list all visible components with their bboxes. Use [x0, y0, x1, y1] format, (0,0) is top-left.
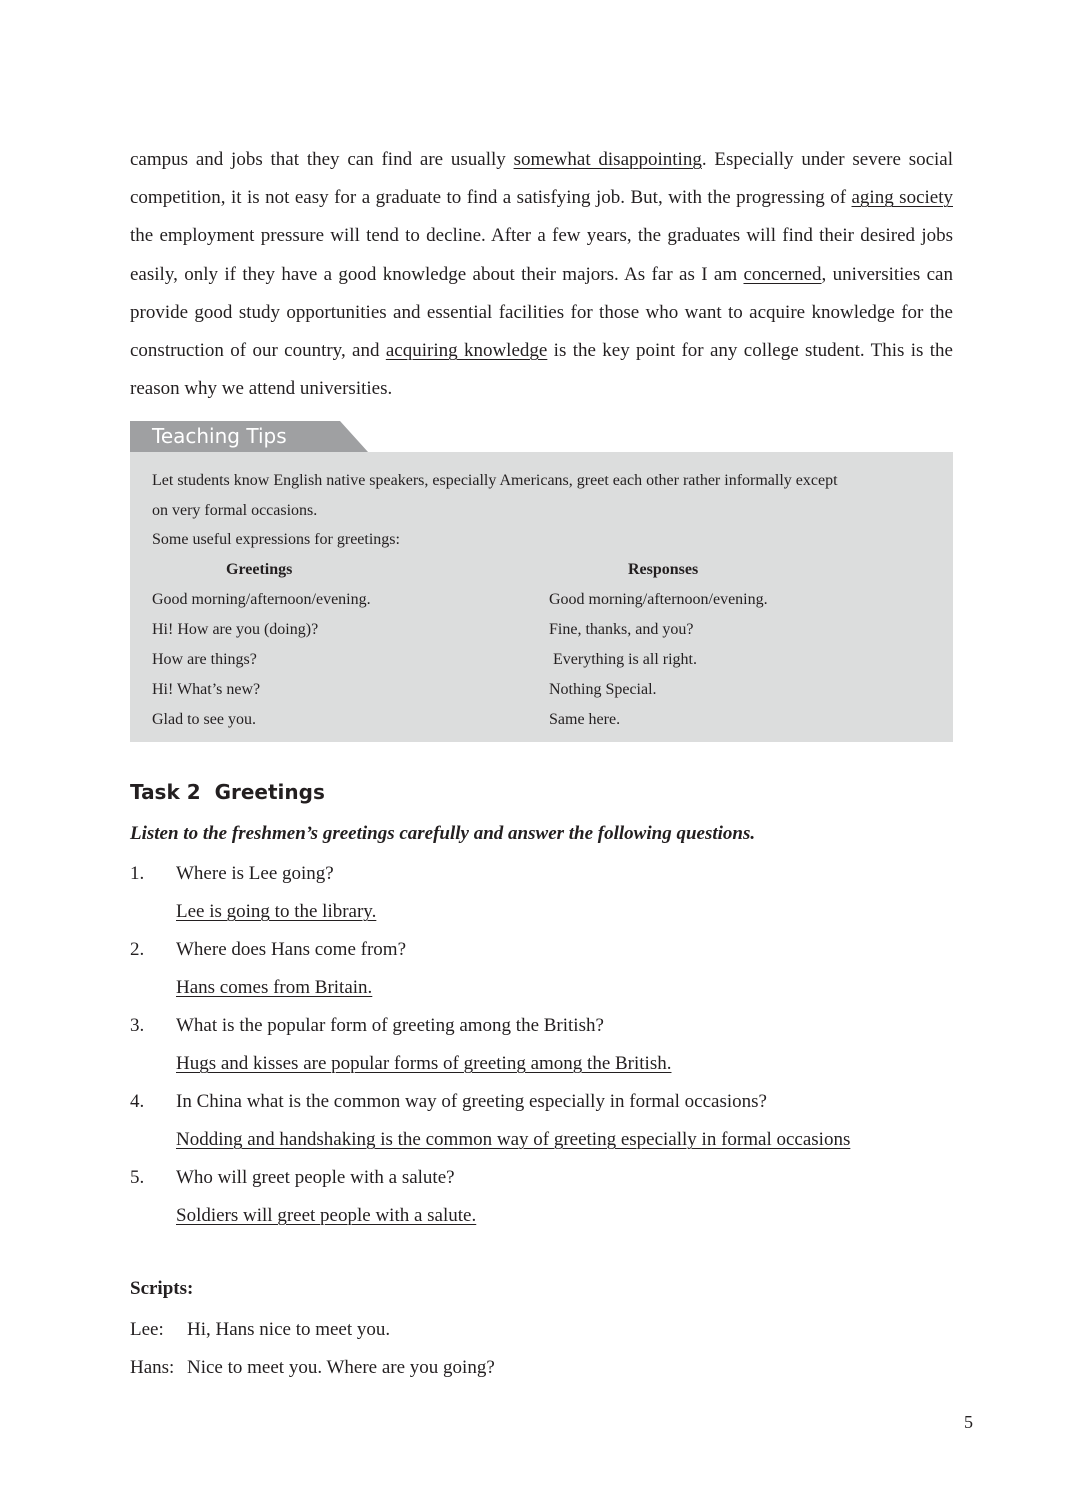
tips-intro: Some useful expressions for greetings: — [152, 531, 400, 548]
paragraph-text: is the key point for any college student. This is the reason why we attend universities. — [130, 340, 953, 400]
greeting-item: Hi! What’s new? — [152, 681, 261, 698]
response-item: Nothing Special. — [549, 681, 657, 698]
greeting-item: How are things? — [152, 651, 257, 668]
question-text: Who will greet people with a salute? — [176, 1167, 455, 1188]
question-text: In China what is the common way of greeting especially in formal occasions? — [176, 1091, 767, 1112]
underlined-phrase: somewhat disappointing — [513, 149, 702, 170]
task-instruction: Listen to the freshmen’s greetings carefully and answer the following questions. — [130, 823, 756, 844]
answer-text: Hans comes from Britain. — [176, 977, 373, 998]
greetings-table — [152, 555, 931, 735]
question-text: Where is Lee going? — [176, 863, 334, 884]
dialogue-text: Nice to meet you. Where are you going? — [187, 1357, 495, 1378]
greetings-column — [152, 555, 549, 735]
dialogue-line — [130, 1311, 495, 1349]
greeting-item: Good morning/afternoon/evening. — [152, 591, 371, 608]
paragraph-text: campus and jobs that they can find are usually — [130, 149, 514, 170]
teaching-tips-box — [130, 452, 953, 742]
response-item: Fine, thanks, and you? — [549, 621, 694, 638]
responses-column — [549, 555, 929, 735]
speaker-name: Lee: — [130, 1319, 164, 1340]
greeting-item: Hi! How are you (doing)? — [152, 621, 319, 638]
answer-text: Lee is going to the library. — [176, 901, 377, 922]
tips-intro: on very formal occasions. — [152, 501, 318, 519]
question-number: 5. — [130, 1167, 145, 1188]
tips-intro: Let students know English native speakers, especially Americans, greet each other rather informally except — [152, 472, 838, 489]
dialogue-text: Hi, Hans nice to meet you. — [187, 1319, 391, 1340]
responses-header: Responses — [628, 561, 699, 578]
speaker-name: Hans: — [130, 1357, 175, 1378]
answer-text: Nodding and handshaking is the common way of greeting especially in formal occasions — [176, 1129, 851, 1150]
paragraph-text: the employment pressure will tend to decline. After a few years, the graduates will find their desired jobs easily, only if they have a good knowledge about their majors. As far as I am — [130, 225, 953, 285]
question-text: Where does Hans come from? — [176, 939, 407, 960]
scripts-heading: Scripts: — [130, 1278, 194, 1299]
task-title: Task 2 Greetings — [130, 780, 325, 804]
question-item — [130, 855, 953, 893]
response-item: Same here. — [549, 711, 621, 728]
greetings-header: Greetings — [226, 561, 293, 578]
answer-text: Hugs and kisses are popular forms of greeting among the British. — [176, 1053, 672, 1074]
question-number: 4. — [130, 1091, 145, 1112]
paragraph-text: . Especially under severe social competition, it is not easy for a graduate to find a satisfying job. But, with the progressing of — [130, 149, 954, 209]
scripts-dialogue — [130, 1311, 495, 1387]
body-paragraph — [130, 141, 953, 408]
question-number: 3. — [130, 1015, 145, 1036]
underlined-phrase: acquiring knowledge — [385, 340, 548, 362]
question-item — [130, 1159, 953, 1197]
question-item — [130, 1083, 953, 1121]
answer-text: Soldiers will greet people with a salute. — [176, 1205, 477, 1226]
response-item: Everything is all right. — [549, 651, 697, 668]
question-number: 1. — [130, 863, 145, 884]
question-item — [130, 1007, 953, 1045]
underlined-phrase: concerned — [743, 263, 822, 285]
dialogue-line — [130, 1349, 495, 1387]
greeting-item: Glad to see you. — [152, 711, 256, 728]
question-list — [130, 855, 953, 1235]
paragraph-text: , universities can provide good study opportunities and essential facilities for those who want to acquire knowledge for the construction of our country, and — [130, 263, 953, 362]
question-text: What is the popular form of greeting among the British? — [176, 1015, 604, 1036]
underlined-phrase: aging society — [851, 187, 953, 209]
response-item: Good morning/afternoon/evening. — [549, 591, 768, 608]
question-number: 2. — [130, 939, 145, 960]
page-number: 5 — [964, 1412, 973, 1432]
question-item — [130, 931, 953, 969]
teaching-tips-tab: Teaching Tips — [130, 421, 340, 452]
